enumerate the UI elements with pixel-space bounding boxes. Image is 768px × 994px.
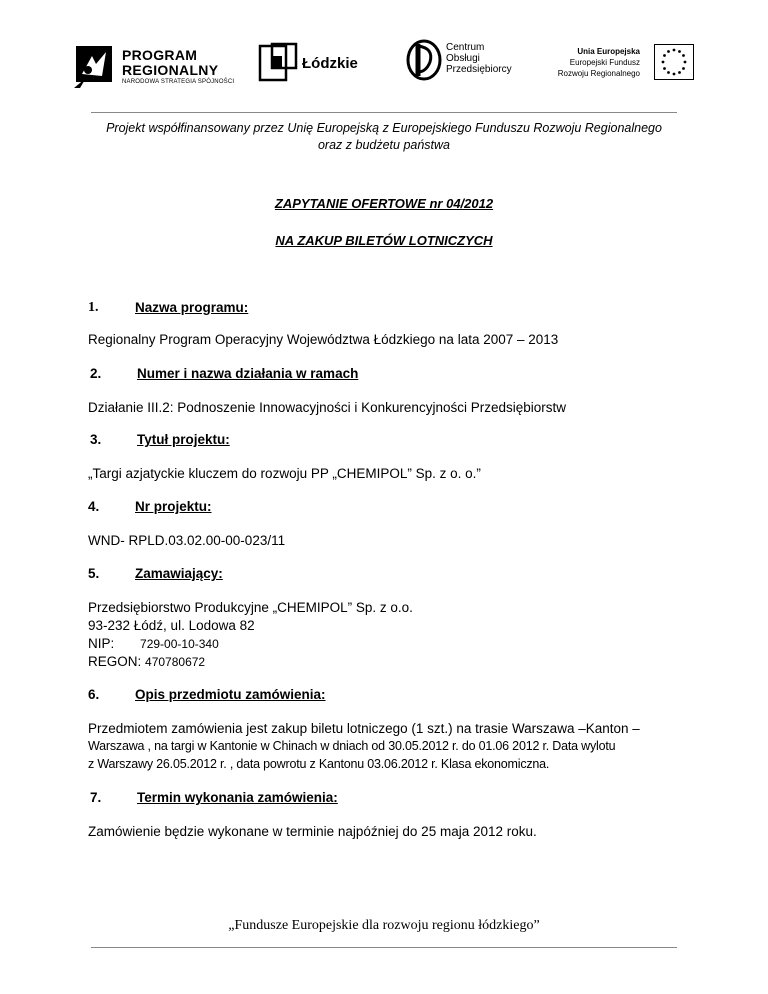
section-label: Termin wykonania zamówienia:: [137, 790, 338, 805]
program-regionalny-icon: [72, 44, 116, 90]
eu-logo: [542, 44, 692, 84]
eu-text: [542, 46, 640, 79]
footer-divider: [91, 947, 677, 948]
program-line2: REGIONALNY: [122, 62, 219, 78]
order-description-line2: Warszawa , na targi w Kantonie w Chinach w dniach od 30.05.2012 r. do 01.06 2012 r. Data wylotu: [88, 739, 616, 753]
section-label: Numer i nazwa działania w ramach: [137, 366, 359, 381]
eu-flag-icon: [654, 44, 694, 80]
program-regionalny-logo: [72, 42, 247, 94]
section-number: 2.: [90, 366, 102, 381]
cop-line2: Obsługi: [446, 53, 480, 64]
eu-line1: Unia Europejska: [577, 47, 640, 56]
cop-icon: [404, 38, 444, 82]
section-label: Zamawiający:: [135, 566, 223, 581]
section-4-text: WND- RPLD.03.02.00-00-023/11: [88, 533, 286, 548]
orderer-name: Przedsiębiorstwo Produkcyjne „CHEMIPOL” Sp. z o.o.: [88, 600, 413, 615]
orderer-nip: [88, 634, 219, 654]
section-7-text: Zamówienie będzie wykonane w terminie najpóźniej do 25 maja 2012 roku.: [88, 824, 537, 839]
section-1-text: Regionalny Program Operacyjny Województwa Łódzkiego na lata 2007 – 2013: [88, 332, 559, 347]
section-number: 6.: [88, 687, 100, 702]
lodzkie-icon: [258, 42, 298, 82]
cofinancing-line1: Projekt współfinansowany przez Unię Europejską z Europejskiego Funduszu Rozwoju Regionalnego: [106, 121, 662, 135]
order-description-line3: z Warszawy 26.05.2012 r. , data powrotu z Kantonu 03.06.2012 r. Klasa ekonomiczna.: [88, 757, 550, 771]
nip-label: NIP:: [88, 636, 115, 651]
orderer-regon: [88, 652, 205, 672]
section-number: 1.: [88, 300, 99, 315]
section-2-text: Działanie III.2: Podnoszenie Innowacyjności i Konkurencyjności Przedsiębiorstw: [88, 400, 566, 415]
lodzkie-logo: [258, 42, 368, 82]
cofinancing-note: [80, 120, 688, 154]
section-label: Tytuł projektu:: [137, 432, 230, 447]
section-label: Nazwa programu:: [135, 300, 249, 315]
section-number: 4.: [88, 499, 100, 514]
lodzkie-text: Łódzkie: [302, 55, 358, 72]
section-3-text: „Targi azjatyckie kluczem do rozwoju PP „CHEMIPOL” Sp. z o. o.”: [88, 466, 481, 481]
footer-slogan: „Fundusze Europejskie dla rozwoju regionu łódzkiego”: [228, 918, 540, 933]
section-number: 7.: [90, 790, 102, 805]
section-label: Opis przedmiotu zamówienia:: [135, 687, 326, 702]
nip-value: 729-00-10-340: [140, 637, 219, 651]
cop-logo: [404, 38, 514, 82]
regon-value: 470780672: [145, 655, 206, 669]
eu-line2: Europejski Fundusz: [569, 58, 640, 67]
cop-line1: Centrum: [446, 42, 485, 53]
section-number: 3.: [90, 432, 102, 447]
program-line3: NARODOWA STRATEGIA SPÓJNOŚCI: [122, 79, 235, 85]
document-subtitle: NA ZAKUP BILETÓW LOTNICZYCH: [275, 233, 493, 248]
eu-line3: Rozwoju Regionalnego: [557, 69, 640, 78]
orderer-address: 93-232 Łódź, ul. Lodowa 82: [88, 618, 255, 633]
order-description-line1: Przedmiotem zamówienia jest zakup biletu lotniczego (1 szt.) na trasie Warszawa –Kanton –: [88, 721, 640, 736]
logo-bar: [0, 0, 768, 110]
section-label: Nr projektu:: [135, 499, 212, 514]
header-divider: [91, 112, 677, 113]
program-line1: PROGRAM: [122, 47, 198, 63]
cop-text: [446, 42, 512, 75]
cop-line3: Przedsiębiorcy: [446, 64, 512, 75]
section-number: 5.: [88, 566, 100, 581]
document-title: ZAPYTANIE OFERTOWE nr 04/2012: [274, 196, 494, 211]
regon-label: REGON:: [88, 654, 142, 669]
cofinancing-line2: oraz z budżetu państwa: [317, 138, 451, 152]
